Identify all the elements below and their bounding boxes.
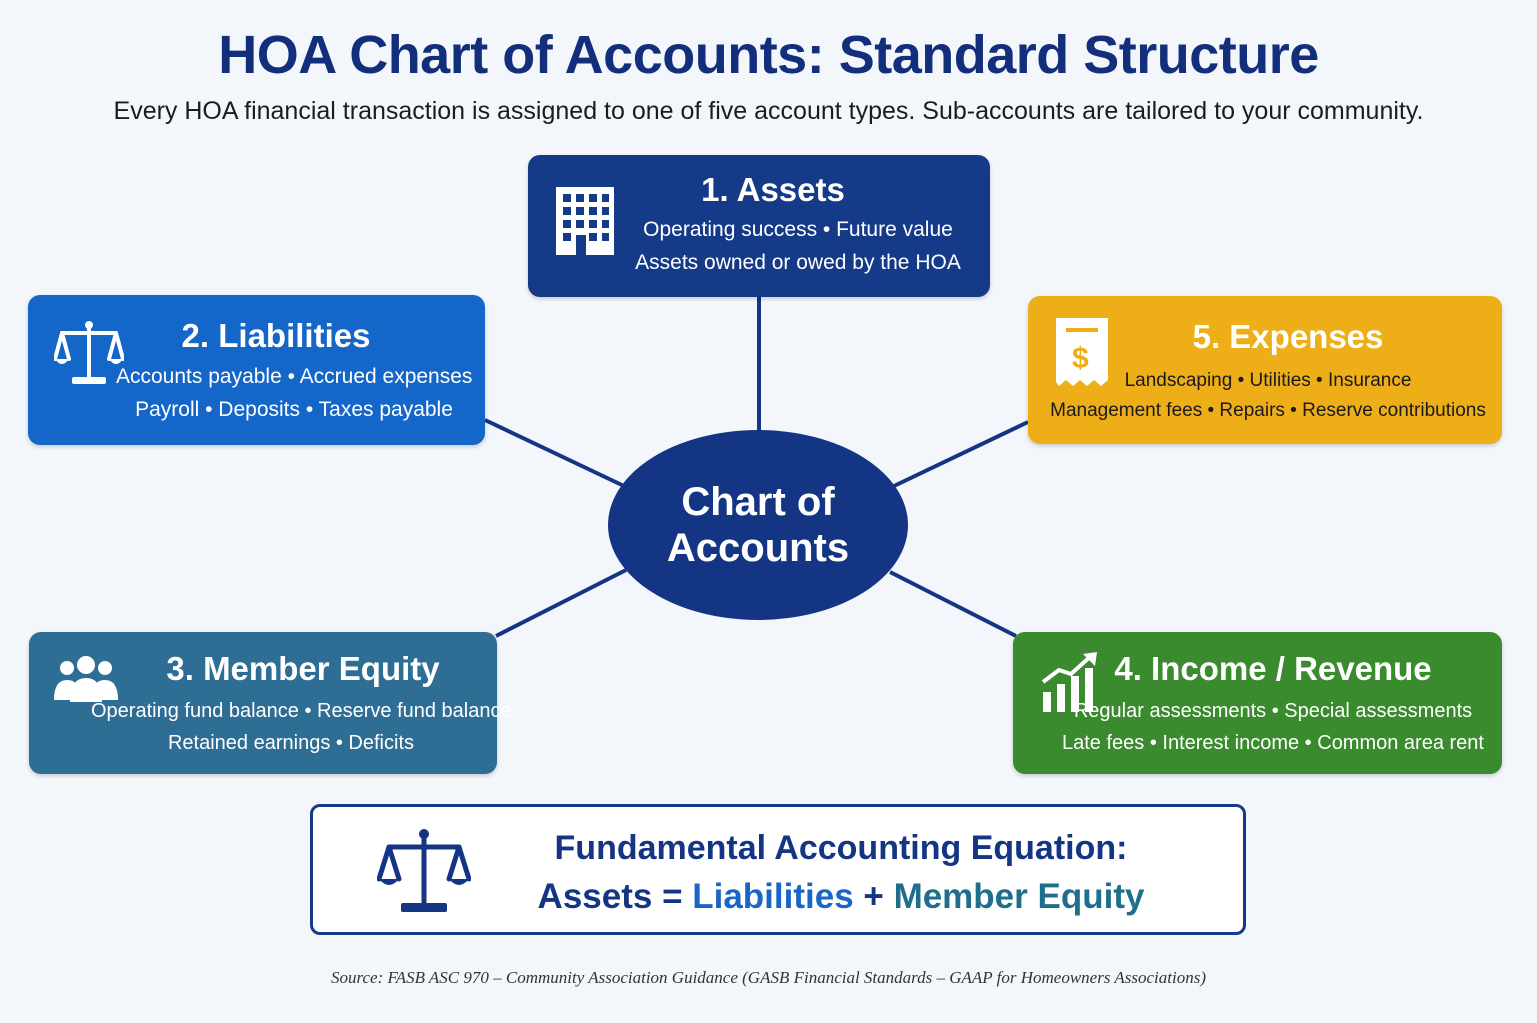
hub-label-line-1: Chart of	[681, 480, 835, 524]
equation-equals-sign: =	[652, 877, 693, 916]
equation-title: Fundamental Accounting Equation:	[554, 829, 1128, 867]
income-revenue-card	[1013, 632, 1502, 774]
equation-formula	[509, 877, 1173, 917]
connector-income	[890, 572, 1016, 636]
building-icon	[554, 185, 616, 257]
income-revenue-line-2: Late fees • Interest income • Common area rent	[1062, 732, 1484, 754]
connector-liabilities	[485, 420, 624, 486]
accounting-equation-box	[310, 804, 1246, 935]
income-revenue-line-1: Regular assessments • Special assessments	[1073, 700, 1473, 722]
assets-title: 1. Assets	[701, 171, 845, 208]
scales-icon	[377, 827, 471, 915]
people-icon	[53, 656, 119, 702]
member-equity-line-2: Retained earnings • Deficits	[167, 732, 414, 754]
svg-text:$: $	[1072, 342, 1089, 375]
member-equity-card	[29, 632, 512, 774]
assets-card	[528, 155, 990, 297]
expenses-card	[1028, 296, 1502, 444]
source-citation: Source: FASB ASC 970 – Community Association Guidance (GASB Financial Standards – GAAP for Homeowners Associations)	[331, 968, 1206, 987]
equation-assets: Assets	[537, 877, 653, 916]
expenses-line-1: Landscaping • Utilities • Insurance	[1124, 370, 1412, 391]
equation-liabilities: Liabilities	[692, 877, 854, 916]
expenses-line-2: Management fees • Repairs • Reserve contributions	[1050, 400, 1486, 421]
chart-of-accounts-hub	[608, 430, 908, 620]
scales-icon	[54, 319, 124, 389]
assets-line-2: Assets owned or owed by the HOA	[635, 251, 961, 274]
assets-line-1: Operating success • Future value	[643, 218, 953, 241]
liabilities-title: 2. Liabilities	[181, 317, 371, 354]
page-subtitle: Every HOA financial transaction is assigned to one of five account types. Sub-accounts are tailored to your community.	[113, 97, 1424, 125]
equation-member-equity: Member Equity	[893, 877, 1145, 916]
income-revenue-title: 4. Income / Revenue	[1114, 650, 1432, 687]
liabilities-line-1: Accounts payable • Accrued expenses	[116, 365, 473, 388]
equation-plus-sign: +	[853, 877, 894, 916]
expenses-title: 5. Expenses	[1192, 318, 1384, 355]
connector-expenses	[894, 422, 1028, 486]
member-equity-title: 3. Member Equity	[166, 650, 440, 687]
page-title: HOA Chart of Accounts: Standard Structure	[218, 25, 1319, 85]
member-equity-line-1: Operating fund balance • Reserve fund balance	[91, 700, 512, 722]
liabilities-line-2: Payroll • Deposits • Taxes payable	[135, 398, 453, 421]
connector-member-equity	[496, 570, 626, 636]
liabilities-card	[28, 295, 485, 445]
hub-label-line-2: Accounts	[666, 526, 850, 570]
